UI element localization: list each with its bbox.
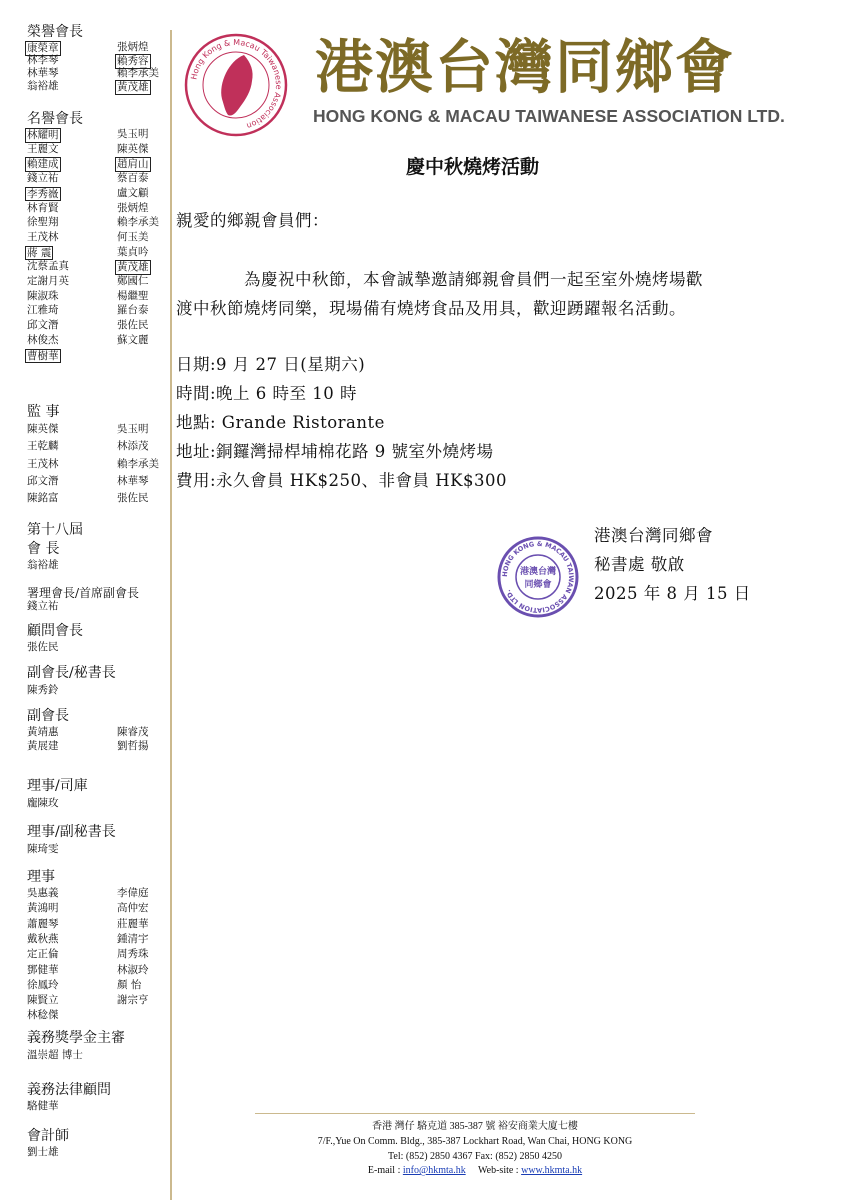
- member-name: 李秀嶶: [27, 187, 59, 200]
- member-name: 鍾清宇: [117, 932, 149, 945]
- member-name: 徐鳳玲: [27, 978, 59, 991]
- member-name: 蘇文麗: [117, 333, 149, 346]
- association-seal-logo: [184, 33, 288, 137]
- member-name: 趙肩山: [117, 158, 149, 171]
- member-name: 鄭國仁: [117, 275, 149, 287]
- member-name: 賴李承美: [117, 67, 159, 79]
- member-name: 王麗文: [27, 142, 59, 155]
- member-name: 林淑玲: [117, 963, 149, 976]
- supervisors-heading: 監 事: [27, 404, 60, 420]
- stamp-center-bottom: 同鄉會: [524, 580, 552, 590]
- member-name: 劉哲揚: [117, 740, 149, 752]
- member-name: 莊麗華: [117, 917, 149, 930]
- event-time: 時間:晚上 6 時至 10 時: [176, 384, 358, 403]
- legal-name: 駱健華: [27, 1100, 59, 1112]
- honorary-members-heading: 名譽會長: [27, 111, 83, 127]
- letter-title: 慶中秋燒烤活動: [406, 156, 540, 178]
- acting-chairman-heading: 署理會長/首席副會長: [27, 586, 140, 600]
- member-name: 王乾麟: [27, 440, 59, 453]
- member-name: 盧文顧: [117, 186, 149, 199]
- member-name: 徐聖翔: [27, 216, 59, 229]
- treasurer-name: 龐陳玫: [27, 797, 59, 809]
- member-name: 楊繼聖: [117, 289, 149, 302]
- term-heading: 第十八屆: [27, 522, 83, 538]
- member-name: 黃茂雄: [117, 81, 149, 93]
- member-name: 蔣 震: [27, 246, 52, 259]
- salutation: 親愛的鄉親會員們：: [176, 211, 329, 230]
- member-name: 陳睿茂: [117, 726, 149, 738]
- member-name: 陳淑珠: [27, 289, 59, 302]
- stamp-center-top: 港澳台灣: [519, 567, 557, 577]
- logo-chinese-name: 港澳台灣同鄉會: [315, 33, 736, 101]
- member-name: 張炳煌: [117, 41, 149, 53]
- member-name: 高仲宏: [117, 902, 149, 915]
- member-name: 林添茂: [117, 440, 149, 453]
- member-name: 賴建成: [27, 158, 59, 171]
- member-name: 林育賢: [27, 201, 59, 214]
- member-name: 黃靖惠: [27, 726, 59, 738]
- footer-address-en: 7/F.,Yue On Comm. Bldg., 385-387 Lockhart Road, Wan Chai, HONG KONG: [317, 1136, 633, 1147]
- member-name: 江雅琦: [27, 304, 59, 317]
- member-name: 李偉庭: [117, 887, 149, 899]
- seal-ring-en: Hong Kong & Macau Taiwanese Association: [189, 37, 284, 131]
- member-name: 林華琴: [117, 474, 149, 487]
- deputy-secretary-heading: 理事/副秘書長: [27, 824, 116, 840]
- member-name: 定謝月英: [27, 275, 69, 287]
- accountant-name: 劉士雄: [27, 1146, 59, 1158]
- advisor-heading: 顧問會長: [27, 623, 83, 639]
- member-name: 張炳煌: [117, 201, 149, 214]
- deputy-secretary-name: 陳琦雯: [27, 843, 59, 855]
- member-name: 邱文潛: [27, 474, 59, 487]
- member-name: 黃展建: [27, 740, 59, 752]
- member-name: 陳賢立: [27, 994, 59, 1007]
- sidebar-divider: [170, 30, 172, 1200]
- accountant-heading: 會計師: [27, 1128, 69, 1144]
- member-name: 翁裕雄: [27, 80, 59, 92]
- scholarship-heading: 義務獎學金主審: [27, 1030, 125, 1046]
- member-name: 賴李承美: [117, 457, 159, 470]
- member-name: 曹樹華: [27, 349, 59, 362]
- member-name: 林耀明: [27, 129, 59, 141]
- legal-heading: 義務法律顧問: [27, 1082, 111, 1098]
- chairman-heading: 會 長: [27, 541, 60, 557]
- official-stamp: [497, 536, 579, 618]
- treasurer-heading: 理事/司庫: [27, 778, 88, 794]
- member-name: 林李琴: [27, 54, 59, 66]
- member-name: 周秀珠: [117, 948, 149, 961]
- website-label: Web-site :: [478, 1165, 519, 1176]
- directors-heading: 理事: [27, 869, 55, 885]
- member-name: 黃茂雄: [117, 261, 149, 274]
- member-name: 蕭麗琴: [27, 917, 59, 930]
- member-name: 葉貞吟: [117, 245, 149, 258]
- member-name: 林華琴: [27, 67, 59, 79]
- footer-address-zh: 香港 灣仔 駱克道 385-387 號 裕安商業大廈七樓: [372, 1121, 578, 1132]
- member-name: 錢立祐: [27, 172, 59, 185]
- member-name: 吳玉明: [117, 128, 149, 140]
- event-fee: 費用:永久會員 HK$250、非會員 HK$300: [176, 471, 507, 490]
- member-name: 王茂林: [27, 457, 59, 470]
- member-name: 賴李承美: [117, 216, 159, 229]
- member-name: 邱文潛: [27, 319, 59, 332]
- member-name: 王茂林: [27, 230, 59, 243]
- event-address: 地址:銅鑼灣掃桿埔棉花路 9 號室外燒烤場: [176, 442, 494, 461]
- member-name: 鄧健華: [27, 963, 59, 976]
- event-place: 地點: Grande Ristorante: [176, 413, 385, 432]
- member-name: 沈蔡孟真: [27, 260, 69, 273]
- signature-office: 秘書處 敬啟: [594, 555, 685, 574]
- member-name: 何玉美: [117, 230, 149, 243]
- member-name: 陳英傑: [27, 423, 59, 435]
- member-name: 康榮章: [27, 42, 59, 54]
- vice-secretary-name: 陳秀鈴: [27, 684, 59, 696]
- member-name: 陳銘富: [27, 492, 59, 505]
- member-name: 張佐民: [117, 492, 149, 505]
- paragraph-line-2: 渡中秋節燒烤同樂，現場備有燒烤食品及用具，歡迎踴躍報名活動。: [176, 299, 686, 318]
- footer-divider: [255, 1113, 695, 1114]
- footer-phone-fax: Tel: (852) 2850 4367 Fax: (852) 2850 4250: [387, 1151, 562, 1162]
- signature-org: 港澳台灣同鄉會: [594, 526, 713, 545]
- member-name: 林稔傑: [27, 1009, 59, 1022]
- stamp-ring-text: HONG KONG & MACAU TAIWAN ASSOCIATION LTD.: [500, 539, 576, 615]
- member-name: 戴秋燕: [27, 932, 59, 945]
- signature-date: 2025 年 8 月 15 日: [594, 584, 751, 603]
- member-name: 顏 怡: [117, 978, 142, 991]
- member-name: 蔡百泰: [117, 172, 149, 185]
- member-name: 陳英傑: [117, 142, 149, 155]
- email-link[interactable]: info@hkmta.hk: [402, 1165, 466, 1176]
- footer-contact: [260, 1164, 690, 1178]
- advisor-name: 張佐民: [27, 641, 59, 653]
- member-name: 吳惠義: [27, 887, 59, 899]
- member-name: 林俊杰: [27, 333, 59, 346]
- member-name: 謝宗亨: [117, 994, 149, 1007]
- honorary-chairman-heading: 榮譽會長: [27, 24, 83, 40]
- acting-chairman-name: 錢立祐: [27, 600, 59, 612]
- email-label: E-mail :: [367, 1165, 401, 1176]
- member-name: 羅台泰: [117, 304, 149, 317]
- member-name: 賴秀容: [117, 55, 149, 67]
- logo-english-name: HONG KONG & MACAU TAIWANESE ASSOCIATION LTD.: [313, 106, 785, 126]
- member-name: 張佐民: [117, 319, 149, 332]
- vice-chairman-heading: 副會長: [27, 708, 69, 724]
- member-name: 黃鴻明: [27, 902, 59, 915]
- member-name: 定正倫: [27, 948, 59, 961]
- scholarship-name: 溫崇超 博士: [27, 1049, 83, 1061]
- vice-secretary-heading: 副會長/秘書長: [27, 665, 116, 681]
- event-date: 日期:9 月 27 日(星期六): [176, 355, 366, 374]
- website-link[interactable]: www.hkmta.hk: [521, 1165, 583, 1176]
- paragraph-line-1: 為慶祝中秋節，本會誠摯邀請鄉親會員們一起至室外燒烤場歡: [244, 270, 703, 289]
- chairman-name: 翁裕雄: [27, 559, 59, 571]
- member-name: 吳玉明: [117, 423, 149, 435]
